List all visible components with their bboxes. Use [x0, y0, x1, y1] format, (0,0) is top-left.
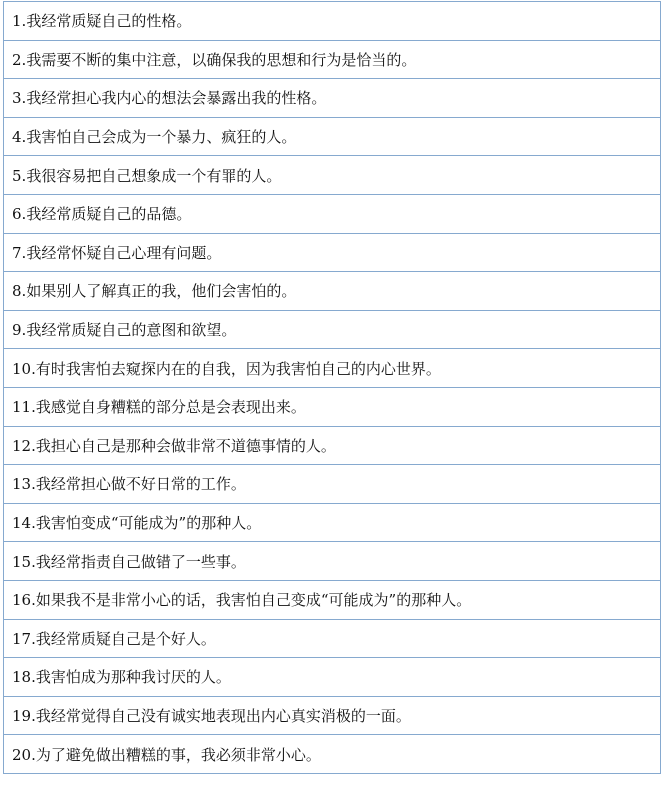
statement-cell	[4, 619, 661, 658]
item-number: 4.	[12, 128, 27, 147]
statement-cell	[4, 2, 661, 41]
statement-cell	[4, 426, 661, 465]
table-row	[4, 310, 661, 349]
statement-cell	[4, 310, 661, 349]
item-text: 我经常质疑自己是个好人。	[35, 629, 216, 648]
item-number: 11.	[12, 398, 36, 417]
item-number: 12.	[12, 436, 36, 455]
item-text: 我担心自己是那种会做非常不道德事情的人。	[35, 436, 336, 455]
statement-cell	[4, 465, 661, 504]
item-text: 我经常怀疑自己心理有问题。	[26, 243, 222, 262]
table-row	[4, 735, 661, 774]
item-text: 我害怕自己会成为一个暴力、疯狂的人。	[26, 128, 297, 147]
statement-cell	[4, 349, 661, 388]
item-text: 为了避免做出糟糕的事，我必须非常小心。	[35, 745, 321, 764]
table-row	[4, 426, 661, 465]
statement-cell	[4, 272, 661, 311]
table-row	[4, 387, 661, 426]
statement-cell	[4, 658, 661, 697]
item-number: 1.	[12, 12, 27, 31]
statement-cell	[4, 735, 661, 774]
table-row	[4, 542, 661, 581]
table-row	[4, 696, 661, 735]
statement-cell	[4, 580, 661, 619]
item-text: 我经常担心做不好日常的工作。	[35, 475, 246, 494]
table-row	[4, 658, 661, 697]
table-row	[4, 117, 661, 156]
table-row	[4, 233, 661, 272]
item-number: 15.	[12, 552, 36, 571]
item-text: 我感觉自身糟糕的部分总是会表现出来。	[35, 398, 306, 417]
table-row	[4, 619, 661, 658]
item-number: 10.	[12, 359, 36, 378]
item-text: 我经常指责自己做错了一些事。	[35, 552, 246, 571]
questionnaire-table	[3, 1, 661, 774]
item-number: 9.	[12, 321, 27, 340]
table-row	[4, 465, 661, 504]
statement-cell	[4, 40, 661, 79]
questionnaire-rows	[4, 2, 661, 774]
item-text: 我害怕变成“可能成为”的那种人。	[35, 514, 262, 533]
statement-cell	[4, 503, 661, 542]
item-text: 我需要不断的集中注意，以确保我的思想和行为是恰当的。	[26, 50, 417, 69]
item-number: 8.	[12, 282, 27, 301]
item-text: 我经常觉得自己没有诚实地表现出内心真实消极的一面。	[35, 706, 411, 725]
table-row	[4, 40, 661, 79]
item-text: 我经常质疑自己的品德。	[26, 205, 192, 224]
table-row	[4, 2, 661, 41]
statement-cell	[4, 194, 661, 233]
statement-cell	[4, 387, 661, 426]
item-number: 6.	[12, 205, 27, 224]
item-number: 3.	[12, 89, 27, 108]
statement-cell	[4, 233, 661, 272]
item-text: 如果别人了解真正的我，他们会害怕的。	[26, 282, 297, 301]
table-row	[4, 156, 661, 195]
item-number: 17.	[12, 629, 36, 648]
item-number: 2.	[12, 50, 27, 69]
item-number: 18.	[12, 668, 36, 687]
statement-cell	[4, 696, 661, 735]
item-text: 我经常担心我内心的想法会暴露出我的性格。	[26, 89, 327, 108]
table-row	[4, 79, 661, 118]
item-number: 7.	[12, 243, 27, 262]
table-row	[4, 194, 661, 233]
item-text: 我很容易把自己想象成一个有罪的人。	[26, 166, 282, 185]
item-text: 我害怕成为那种我讨厌的人。	[35, 668, 231, 687]
item-number: 14.	[12, 514, 36, 533]
item-number: 16.	[12, 591, 36, 610]
statement-cell	[4, 542, 661, 581]
statement-cell	[4, 117, 661, 156]
table-row	[4, 503, 661, 542]
table-row	[4, 272, 661, 311]
item-number: 20.	[12, 745, 36, 764]
item-text: 如果我不是非常小心的话，我害怕自己变成“可能成为”的那种人。	[35, 591, 472, 610]
item-text: 我经常质疑自己的意图和欲望。	[26, 321, 237, 340]
item-number: 19.	[12, 706, 36, 725]
table-row	[4, 580, 661, 619]
item-number: 5.	[12, 166, 27, 185]
statement-cell	[4, 79, 661, 118]
item-text: 有时我害怕去窥探内在的自我，因为我害怕自己的内心世界。	[35, 359, 441, 378]
item-number: 13.	[12, 475, 36, 494]
table-row	[4, 349, 661, 388]
statement-cell	[4, 156, 661, 195]
item-text: 我经常质疑自己的性格。	[26, 12, 192, 31]
